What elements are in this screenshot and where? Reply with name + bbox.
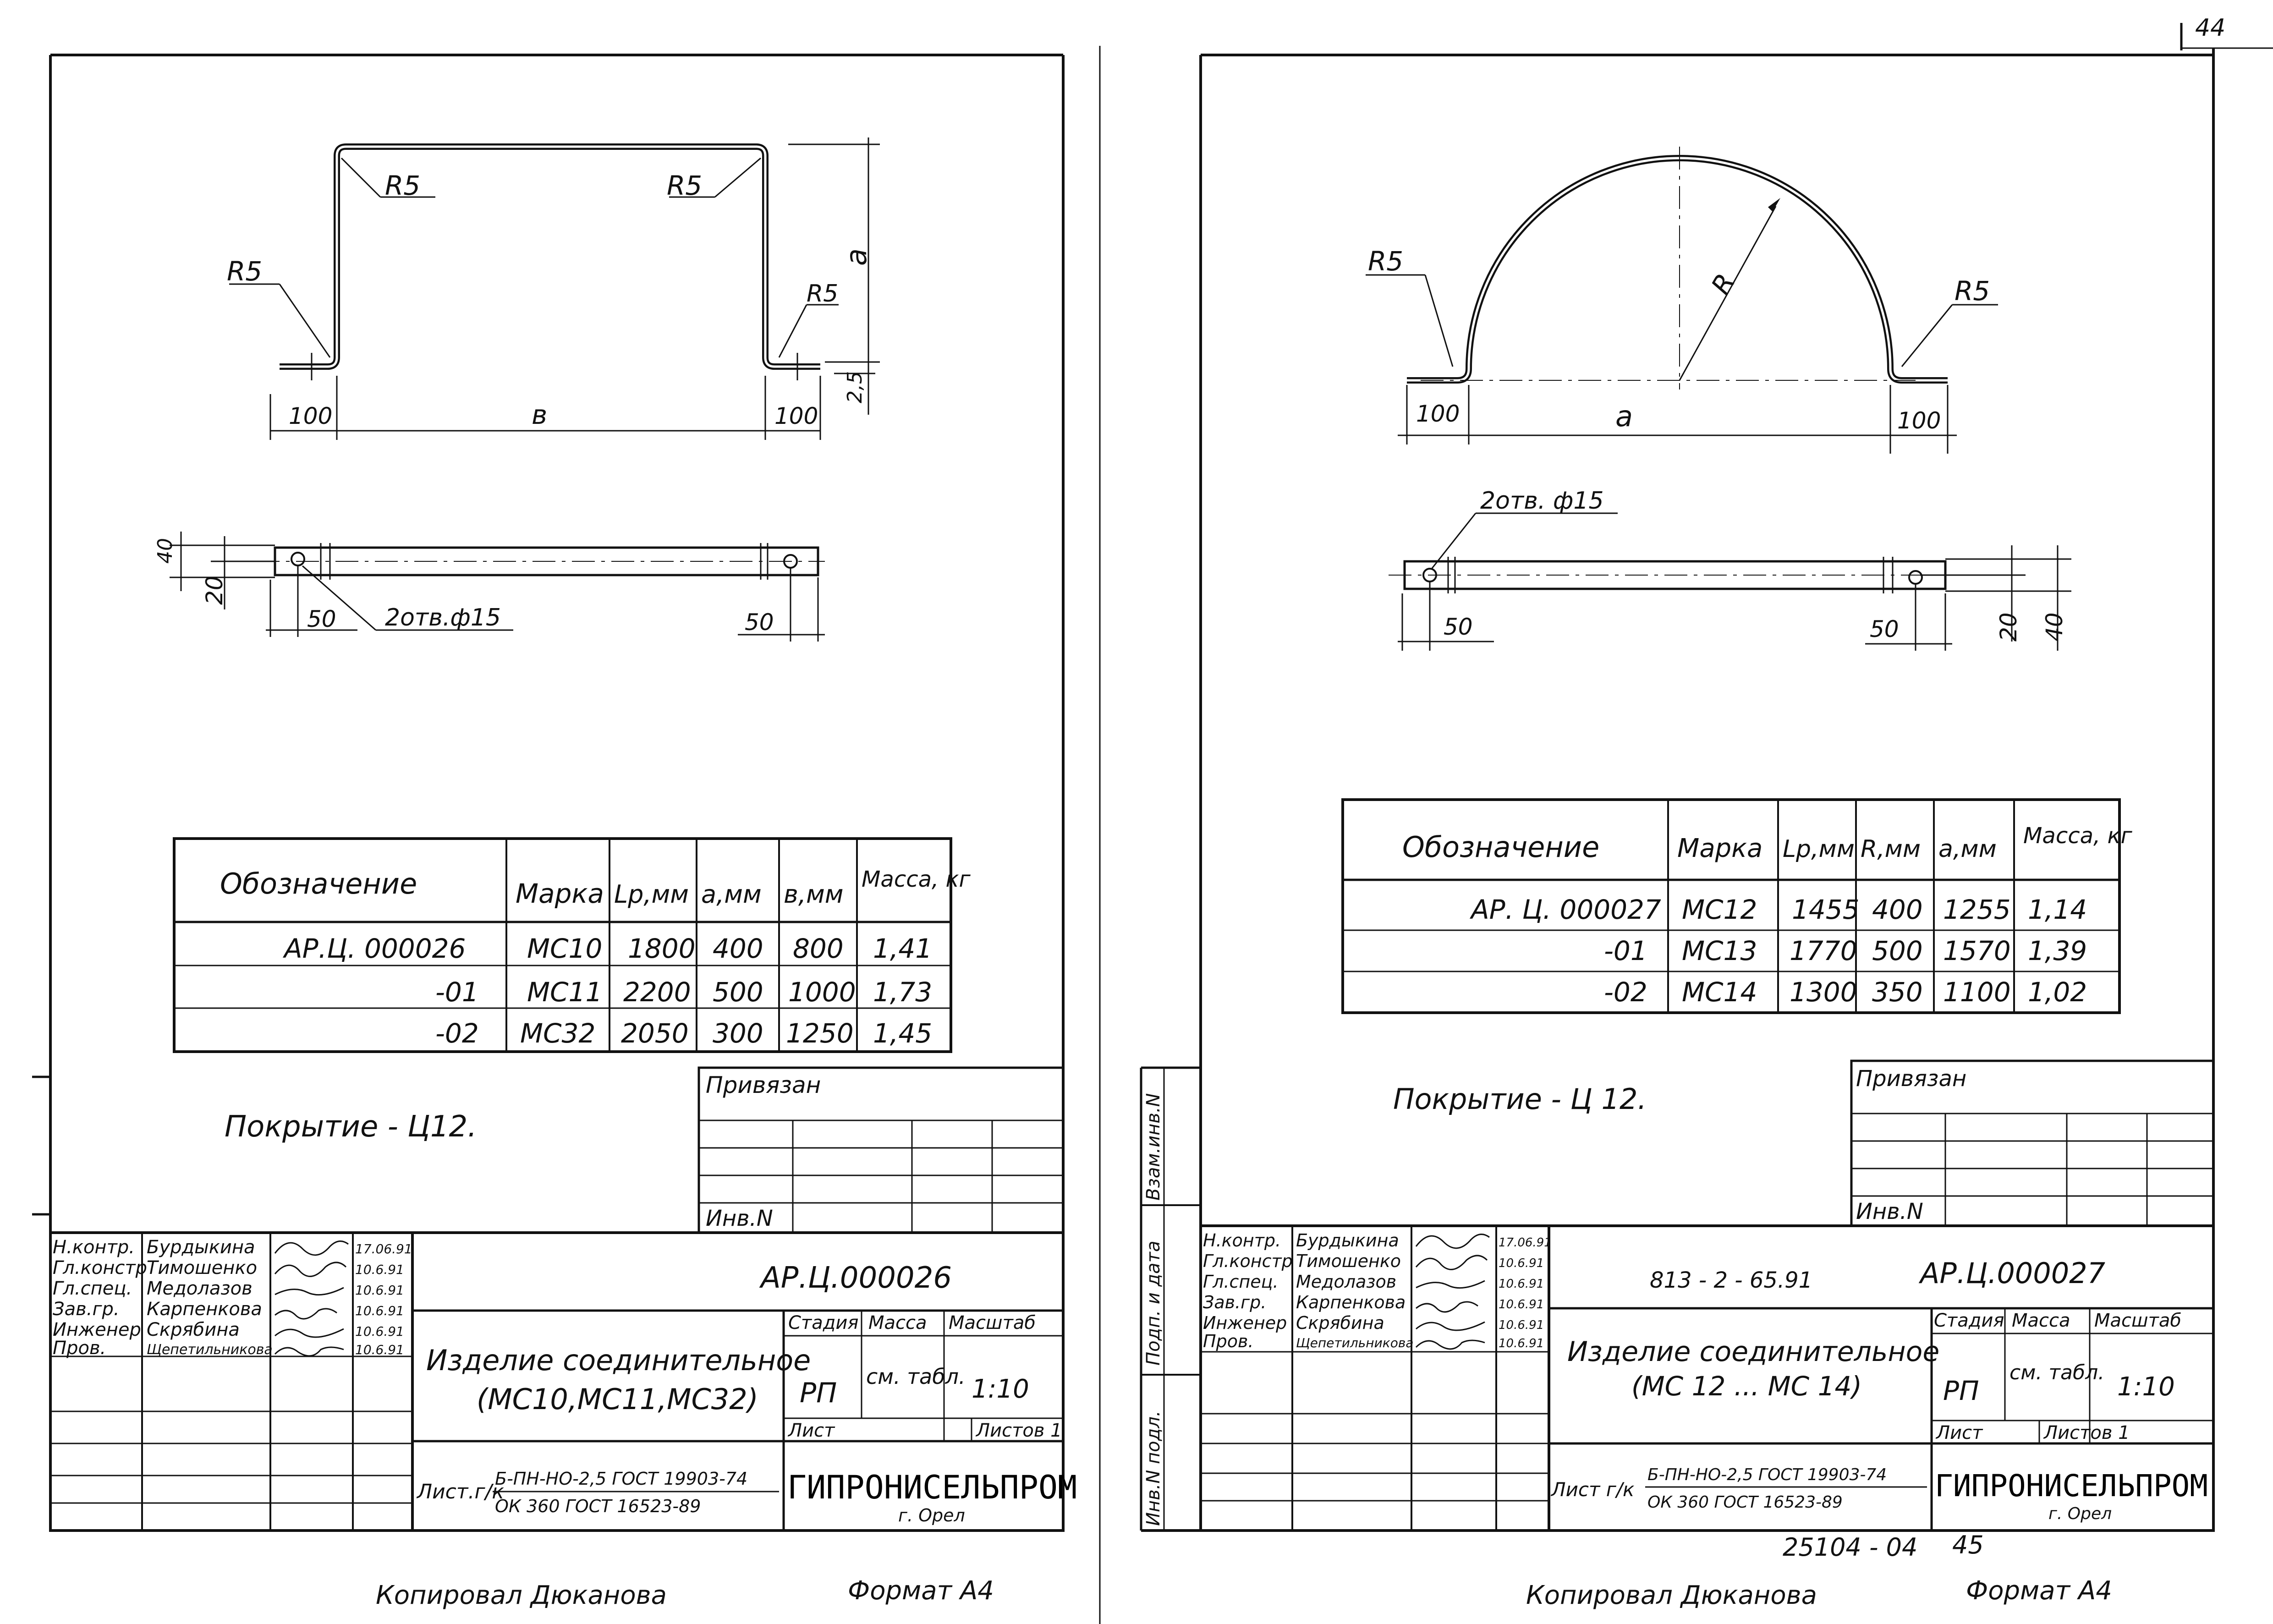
signer-role: Инженер [53,1319,141,1340]
signer-name: Карпенкова [1296,1292,1406,1312]
mass-value: см. табл. [2009,1361,2105,1384]
dim-right-end: 100 [1897,407,1941,434]
strip-width-dim: 40 [154,538,177,564]
signer-role: Н.контр. [1203,1230,1281,1251]
table-cell: 500 [713,977,763,1008]
table-cell: 400 [1872,894,1923,925]
signer-role: Зав.гр. [1203,1292,1267,1312]
dim-left-end: 100 [1416,401,1460,427]
table-cell: МС14 [1682,977,1757,1008]
table-cell: 1,02 [2028,977,2087,1008]
table-cell: МС32 [520,1018,596,1049]
table-header: Обозначение [1402,830,1600,864]
signer-date: 10.6.91 [1499,1318,1544,1332]
table-cell: МС11 [527,977,603,1008]
strip-pitch-right: 50 [1870,616,1899,642]
series-number: 813 - 2 - 65.91 [1650,1267,1813,1293]
table-header: Марка [1677,834,1763,863]
table-cell: 800 [793,933,844,964]
material-prefix: Лист.г/к [417,1480,505,1503]
table-cell: 1800 [628,933,696,964]
footer-format: Формат А4 [1966,1576,2112,1606]
table-cell: АР. Ц. 000027 [1471,894,1661,925]
signer-date: 10.6.91 [1499,1337,1544,1350]
table-cell: МС12 [1682,894,1757,925]
strip-pitch-right: 50 [745,609,774,636]
table-cell: -01 [1604,935,1647,966]
material-top: Б-ПН-НО-2,5 ГОСТ 19903-74 [495,1469,748,1489]
signer-name: Медолазов [147,1278,253,1299]
signer-date: 17.06.91 [1499,1236,1552,1250]
material-bottom: ОК 360 ГОСТ 16523-89 [1647,1493,1843,1512]
right-title-block [1201,1226,2213,1531]
doc-code: АР.Ц.000027 [1920,1256,2106,1290]
table-cell: -02 [1604,977,1647,1008]
dim-middle: a [1615,400,1633,433]
signer-date: 17.06.91 [355,1241,412,1256]
signer-name: Тимошенко [147,1257,258,1278]
coating-note: Покрытие - Ц 12. [1393,1082,1647,1116]
doc-code: АР.Ц.000026 [761,1261,952,1295]
signer-name: Карпенкова [147,1299,262,1320]
right-binding-block [1851,1061,2213,1226]
scale-value: 1:10 [2117,1372,2175,1402]
scale-label: Масштаб [2094,1310,2182,1331]
table-header: Масса, кг [2023,823,2132,849]
stage-value: РП [1943,1375,1979,1406]
radius-label: R5 [385,170,421,201]
left-title-block [50,1233,1077,1531]
inv-label: Инв.N [706,1206,773,1231]
left-u-bracket [227,137,880,440]
signer-name: Бурдыкина [1296,1230,1399,1251]
table-header: Lр,мм [614,880,689,909]
left-binding-block [699,1068,1063,1233]
dim-left-end: 100 [289,403,333,429]
table-cell: 1255 [1943,894,2011,925]
table-cell: 1000 [788,977,856,1008]
mass-value: см. табл. [866,1364,966,1389]
signer-date: 10.6.91 [355,1324,404,1339]
left-strip-view [154,532,825,642]
table-cell: МС10 [527,933,603,964]
table-cell: 2200 [623,977,691,1008]
org-name: ГИПРОНИСЕЛЬПРОМ [1935,1468,2208,1503]
table-cell: 300 [713,1018,763,1049]
strip-holes-label: 2отв. ф15 [1480,487,1604,515]
strip-hole-offset-dim: 20 [1995,612,2022,642]
right-spec-table [1343,800,2133,1013]
title-line-1: Изделие соединительное [1567,1336,1940,1368]
table-cell: 400 [713,933,763,964]
signer-date: 10.6.91 [1499,1256,1544,1270]
page-number: 44 [2195,14,2226,42]
bottom-page: 45 [1952,1531,1984,1559]
right-strip-view [1389,487,2071,651]
signer-date: 10.6.91 [355,1303,404,1318]
table-header: Масса, кг [862,867,971,892]
footer-copy: Копировал Дюканова [376,1580,667,1610]
radius-label: R5 [1955,275,1990,307]
table-cell: 1250 [786,1018,854,1049]
radius-label: R5 [807,280,839,307]
org-city: г. Орел [898,1505,965,1525]
side-label: Подп. и дата [1143,1240,1164,1366]
signer-role: Н.контр. [53,1237,135,1258]
table-header: Марка [516,878,604,909]
signer-name: Бурдыкина [147,1237,255,1258]
signer-name: Щепетильникова [147,1342,273,1358]
signer-date: 10.6.91 [355,1262,404,1277]
table-header: Обозначение [220,867,417,900]
title-line-2: (МС 12 ... МС 14) [1631,1371,1862,1402]
signer-role: Гл.спец. [1203,1272,1279,1292]
footer-copy: Копировал Дюканова [1526,1580,1817,1610]
strip-hole-offset-dim: 20 [201,576,228,605]
material-prefix: Лист г/к [1551,1478,1635,1501]
side-label: Инв.N подл. [1143,1410,1164,1526]
dim-middle: в [532,399,548,430]
sheet-label: Лист [788,1420,835,1441]
org-city: г. Орел [2048,1504,2112,1523]
signer-role: Пров. [1203,1331,1254,1351]
left-spec-table [174,839,971,1052]
table-header: а,мм [1938,835,1997,863]
sheets-label: Листов 1 [2044,1422,2130,1443]
coating-note: Покрытие - Ц12. [225,1110,477,1144]
binding-label: Привязан [706,1072,821,1098]
table-cell: МС13 [1682,935,1757,966]
side-label: Взам.инв.N [1143,1093,1164,1201]
height-dim: a [840,248,873,266]
gap-dim: 2,5 [843,371,867,403]
signer-date: 10.6.91 [1499,1298,1544,1311]
stage-value: РП [800,1377,837,1409]
table-cell: 1,14 [2028,894,2087,925]
signer-date: 10.6.91 [355,1342,404,1357]
sheets-label: Листов 1 [976,1420,1062,1441]
binding-label: Привязан [1856,1066,1967,1092]
table-cell: 1300 [1790,977,1857,1008]
strip-pitch-left: 50 [1444,614,1473,640]
material-top: Б-ПН-НО-2,5 ГОСТ 19903-74 [1647,1465,1887,1484]
table-cell: -01 [435,977,479,1008]
dim-right-end: 100 [774,403,818,429]
table-cell: 1,45 [873,1018,933,1049]
signer-name: Тимошенко [1296,1251,1401,1271]
sheet-label: Лист [1936,1422,1983,1443]
inv-label: Инв.N [1856,1199,1923,1224]
table-cell: 1,39 [2028,935,2087,966]
signer-name: Скрябина [147,1319,240,1340]
table-header: R,мм [1861,835,1921,863]
table-cell: 2050 [621,1018,689,1049]
strip-pitch-left: 50 [307,606,336,632]
signer-name: Скрябина [1296,1313,1384,1333]
title-line-1: Изделие соединительное [426,1344,811,1377]
table-cell: АР.Ц. 000026 [284,933,466,964]
title-line-2: (МС10,МС11,МС32) [477,1383,758,1416]
table-cell: -02 [435,1018,479,1049]
table-cell: 1100 [1943,977,2011,1008]
table-cell: 500 [1872,935,1923,966]
signer-date: 10.6.91 [1499,1277,1544,1291]
right-arch-bracket [1366,147,1998,454]
radius-label: R5 [667,170,703,201]
strip-holes-label: 2отв.ф15 [385,604,501,631]
signer-role: Пров. [53,1338,106,1359]
radius-label: R5 [1368,246,1404,277]
signer-date: 10.6.91 [355,1283,404,1298]
org-name: ГИПРОНИСЕЛЬПРОМ [787,1469,1077,1506]
table-header: Lр,мм [1783,835,1855,863]
signer-name: Щепетильникова [1296,1335,1414,1350]
table-row [282,933,932,964]
signer-name: Медолазов [1296,1272,1397,1292]
stage-label: Стадия [1934,1310,2004,1331]
signer-role: Инженер [1203,1313,1287,1333]
table-header: а,мм [701,880,762,909]
strip-width-dim: 40 [2041,612,2068,642]
table-cell: 1,41 [873,933,933,964]
scale-value: 1:10 [972,1374,1029,1404]
bottom-number: 25104 - 04 [1783,1533,1918,1562]
table-cell: 1570 [1943,935,2011,966]
signer-role: Зав.гр. [53,1299,120,1320]
signer-role: Гл.констр [53,1257,148,1278]
mass-label: Масса [2012,1310,2070,1331]
signer-role: Гл.констр [1203,1251,1293,1271]
signer-role: Гл.спец. [53,1278,132,1299]
radius-R: R [1705,268,1741,300]
stage-label: Стадия [788,1312,859,1333]
table-cell: 1,73 [873,977,933,1008]
footer-format: Формат А4 [848,1576,994,1606]
table-cell: 1455 [1792,894,1860,925]
mass-label: Масса [868,1312,927,1333]
radius-label: R5 [227,256,263,287]
material-bottom: ОК 360 ГОСТ 16523-89 [495,1496,701,1516]
table-cell: 350 [1872,977,1923,1008]
table-cell: 1770 [1790,935,1857,966]
scale-label: Масштаб [949,1312,1036,1333]
table-header: в,мм [784,880,844,909]
